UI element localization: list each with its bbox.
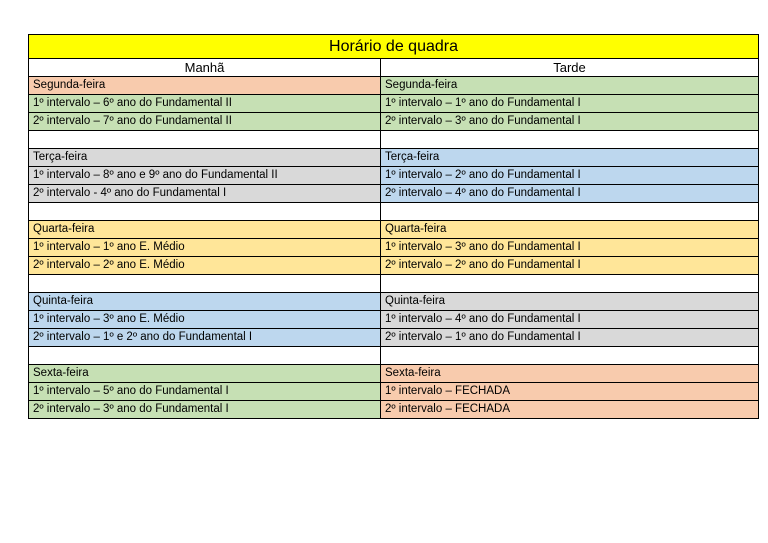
slot-row <box>29 311 759 329</box>
day-row <box>29 221 759 239</box>
slot-row <box>29 185 759 203</box>
slot-row <box>29 167 759 185</box>
column-header-row <box>29 59 759 77</box>
schedule-table <box>28 34 759 419</box>
afternoon-slot-cell[interactable]: 2º intervalo – 3º ano do Fundamental I <box>381 113 759 131</box>
morning-slot-cell[interactable]: 2º intervalo – 7º ano do Fundamental II <box>29 113 381 131</box>
empty-cell[interactable] <box>29 347 381 365</box>
day-row <box>29 365 759 383</box>
afternoon-slot-cell[interactable]: 1º intervalo – FECHADA <box>381 383 759 401</box>
afternoon-slot-cell[interactable]: 1º intervalo – 1º ano do Fundamental I <box>381 95 759 113</box>
afternoon-day-cell[interactable]: Segunda-feira <box>381 77 759 95</box>
empty-cell[interactable] <box>29 275 381 293</box>
afternoon-day-cell[interactable]: Sexta-feira <box>381 365 759 383</box>
morning-slot-cell[interactable]: 1º intervalo – 5º ano do Fundamental I <box>29 383 381 401</box>
day-row <box>29 77 759 95</box>
morning-slot-cell[interactable]: 2º intervalo – 3º ano do Fundamental I <box>29 401 381 419</box>
afternoon-day-cell[interactable]: Quarta-feira <box>381 221 759 239</box>
empty-cell[interactable] <box>29 203 381 221</box>
afternoon-slot-cell[interactable]: 1º intervalo – 2º ano do Fundamental I <box>381 167 759 185</box>
afternoon-slot-cell[interactable]: 2º intervalo – 2º ano do Fundamental I <box>381 257 759 275</box>
schedule-title[interactable]: Horário de quadra <box>29 35 759 59</box>
afternoon-slot-cell[interactable]: 2º intervalo – FECHADA <box>381 401 759 419</box>
title-row <box>29 35 759 59</box>
afternoon-slot-cell[interactable]: 2º intervalo – 1º ano do Fundamental I <box>381 329 759 347</box>
slot-row <box>29 329 759 347</box>
morning-slot-cell[interactable]: 2º intervalo - 4º ano do Fundamental I <box>29 185 381 203</box>
spacer-row <box>29 131 759 149</box>
afternoon-column-header[interactable]: Tarde <box>381 59 759 77</box>
day-row <box>29 293 759 311</box>
slot-row <box>29 239 759 257</box>
morning-slot-cell[interactable]: 2º intervalo – 1º e 2º ano do Fundamental I <box>29 329 381 347</box>
spacer-row <box>29 203 759 221</box>
morning-day-cell[interactable]: Sexta-feira <box>29 365 381 383</box>
spacer-row <box>29 275 759 293</box>
slot-row <box>29 383 759 401</box>
empty-cell[interactable] <box>381 203 759 221</box>
afternoon-slot-cell[interactable]: 1º intervalo – 3º ano do Fundamental I <box>381 239 759 257</box>
empty-cell[interactable] <box>381 275 759 293</box>
afternoon-slot-cell[interactable]: 2º intervalo – 4º ano do Fundamental I <box>381 185 759 203</box>
empty-cell[interactable] <box>29 131 381 149</box>
slot-row <box>29 113 759 131</box>
morning-slot-cell[interactable]: 2º intervalo – 2º ano E. Médio <box>29 257 381 275</box>
morning-slot-cell[interactable]: 1º intervalo – 1º ano E. Médio <box>29 239 381 257</box>
morning-day-cell[interactable]: Quinta-feira <box>29 293 381 311</box>
morning-slot-cell[interactable]: 1º intervalo – 6º ano do Fundamental II <box>29 95 381 113</box>
slot-row <box>29 95 759 113</box>
morning-day-cell[interactable]: Quarta-feira <box>29 221 381 239</box>
morning-column-header[interactable]: Manhã <box>29 59 381 77</box>
empty-cell[interactable] <box>381 347 759 365</box>
afternoon-slot-cell[interactable]: 1º intervalo – 4º ano do Fundamental I <box>381 311 759 329</box>
morning-day-cell[interactable]: Terça-feira <box>29 149 381 167</box>
morning-slot-cell[interactable]: 1º intervalo – 8º ano e 9º ano do Fundamental II <box>29 167 381 185</box>
slot-row <box>29 401 759 419</box>
spacer-row <box>29 347 759 365</box>
empty-cell[interactable] <box>381 131 759 149</box>
day-row <box>29 149 759 167</box>
morning-day-cell[interactable]: Segunda-feira <box>29 77 381 95</box>
slot-row <box>29 257 759 275</box>
afternoon-day-cell[interactable]: Quinta-feira <box>381 293 759 311</box>
afternoon-day-cell[interactable]: Terça-feira <box>381 149 759 167</box>
morning-slot-cell[interactable]: 1º intervalo – 3º ano E. Médio <box>29 311 381 329</box>
